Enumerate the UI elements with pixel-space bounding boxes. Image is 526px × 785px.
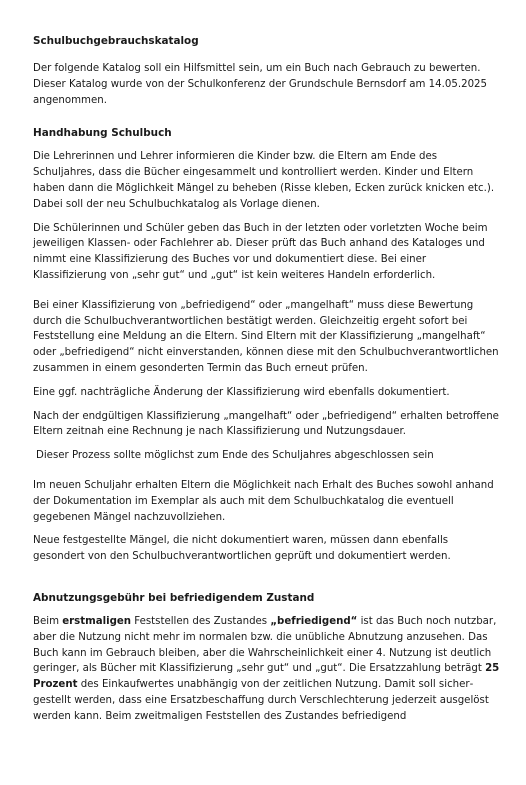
text-run: ist das Buch noch nutzbar, aber die Nutzung nicht mehr im normalen bzw. die unübliche Abnutzung anzusehen. Das Buch kann im Gebrauch bleiben, aber die Wahrscheinlichkeit einer 4. Nutzung ist deutlich geringer, als Bücher mit Klassifizierung „sehr gut“ und „gut“. Die Ersatzzahlung beträgt: [33, 615, 497, 675]
paragraph: Die Schülerinnen und Schüler geben das Buch in der letzten oder vorletzten Woche beim jeweiligen Klassen- oder Fachlehrer ab. Dieser prüft das Buch anhand des Kataloges und nimmt eine Klassifizierung des Buches vor und dokumentiert diese. Bei einer Klassifizierung von „sehr gut“ und „gut“ ist kein weiteres Handeln erforderlich.: [33, 222, 488, 281]
paragraph: Nach der endgültigen Klassifizierung „mangelhaft“ oder „befriedigend“ erhalten betroffene Eltern zeitnah eine Rechnung je nach Klassifizierung und Nutzungsdauer.: [33, 410, 499, 438]
paragraph: Bei einer Klassifizierung von „befriedigend“ oder „mangelhaft“ muss diese Bewertung durch die Schulbuchverantwortlichen bestätigt werden. Gleichzeitig ergeht sofort bei Feststellung eine Meldung an die Eltern. Sind Eltern mit der Klassifizierung „mangelhaft“ oder „befriedigend“ nicht einverstanden, können diese mit den Schulbuchverantwortlichen zusammen in einem gesonderten Termin das Buch erneut prüfen.: [33, 299, 499, 374]
bold-text: 25 Prozent: [33, 663, 500, 691]
paragraph: Neue festgestellte Mängel, die nicht dokumentiert waren, müssen dann ebenfalls gesondert von den Schulbuchverantwortlichen geprüft und dokumentiert werden.: [33, 535, 451, 563]
bold-text: erstmaligen: [62, 615, 132, 627]
section-heading-handhabung: Handhabung Schulbuch: [33, 127, 172, 140]
bold-text: „befriedigend“: [270, 615, 358, 627]
text-run: Feststellen des Zustandes: [131, 615, 271, 627]
text-run: Beim: [33, 615, 63, 627]
paragraph: Die Lehrerinnen und Lehrer informieren die Kinder bzw. die Eltern am Ende des Schuljahres, dass die Bücher eingesammelt und kontrolliert werden. Kinder und Eltern haben dann die Möglichkeit Mängel zu beheben (Risse kleben, Ecken zurück knicken etc.). Dabei soll der neu Schulbuchkatalog als Vorlage dienen.: [33, 151, 495, 210]
document-title: Schulbuchgebrauchskatalog: [33, 35, 199, 47]
paragraph: Eine ggf. nachträgliche Änderung der Klassifizierung wird ebenfalls dokumentiert.: [33, 386, 450, 398]
section-heading-abnutzungsgebuehr: Abnutzungsgebühr bei befriedigendem Zustand: [33, 591, 315, 604]
paragraph-abnutzung: [33, 614, 500, 725]
text-run: des Einkaufwertes unabhängig von der zeitlichen Nutzung. Damit soll sichergestellt werden, dass eine Ersatzbeschaffung durch Verschlechterung jederzeit ausgelöst werden kann. Beim zweitmaligen Feststellen des Zustandes befriedigend: [33, 679, 489, 722]
paragraph: Dieser Prozess sollte möglichst zum Ende des Schuljahres abgeschlossen sein: [36, 450, 434, 462]
intro-paragraph: Der folgende Katalog soll ein Hilfsmittel sein, um ein Buch nach Gebrauch zu bewerten. Dieser Katalog wurde von der Schulkonferenz der Grundschule Bernsdorf am 14.05.2025 angenommen.: [33, 63, 488, 106]
paragraph: Im neuen Schuljahr erhalten Eltern die Möglichkeit nach Erhalt des Buches sowohl anhand der Dokumentation im Exemplar als auch mit dem Schulbuchkatalog die eventuell gegebenen Mängel nachzuvollziehen.: [33, 479, 494, 523]
